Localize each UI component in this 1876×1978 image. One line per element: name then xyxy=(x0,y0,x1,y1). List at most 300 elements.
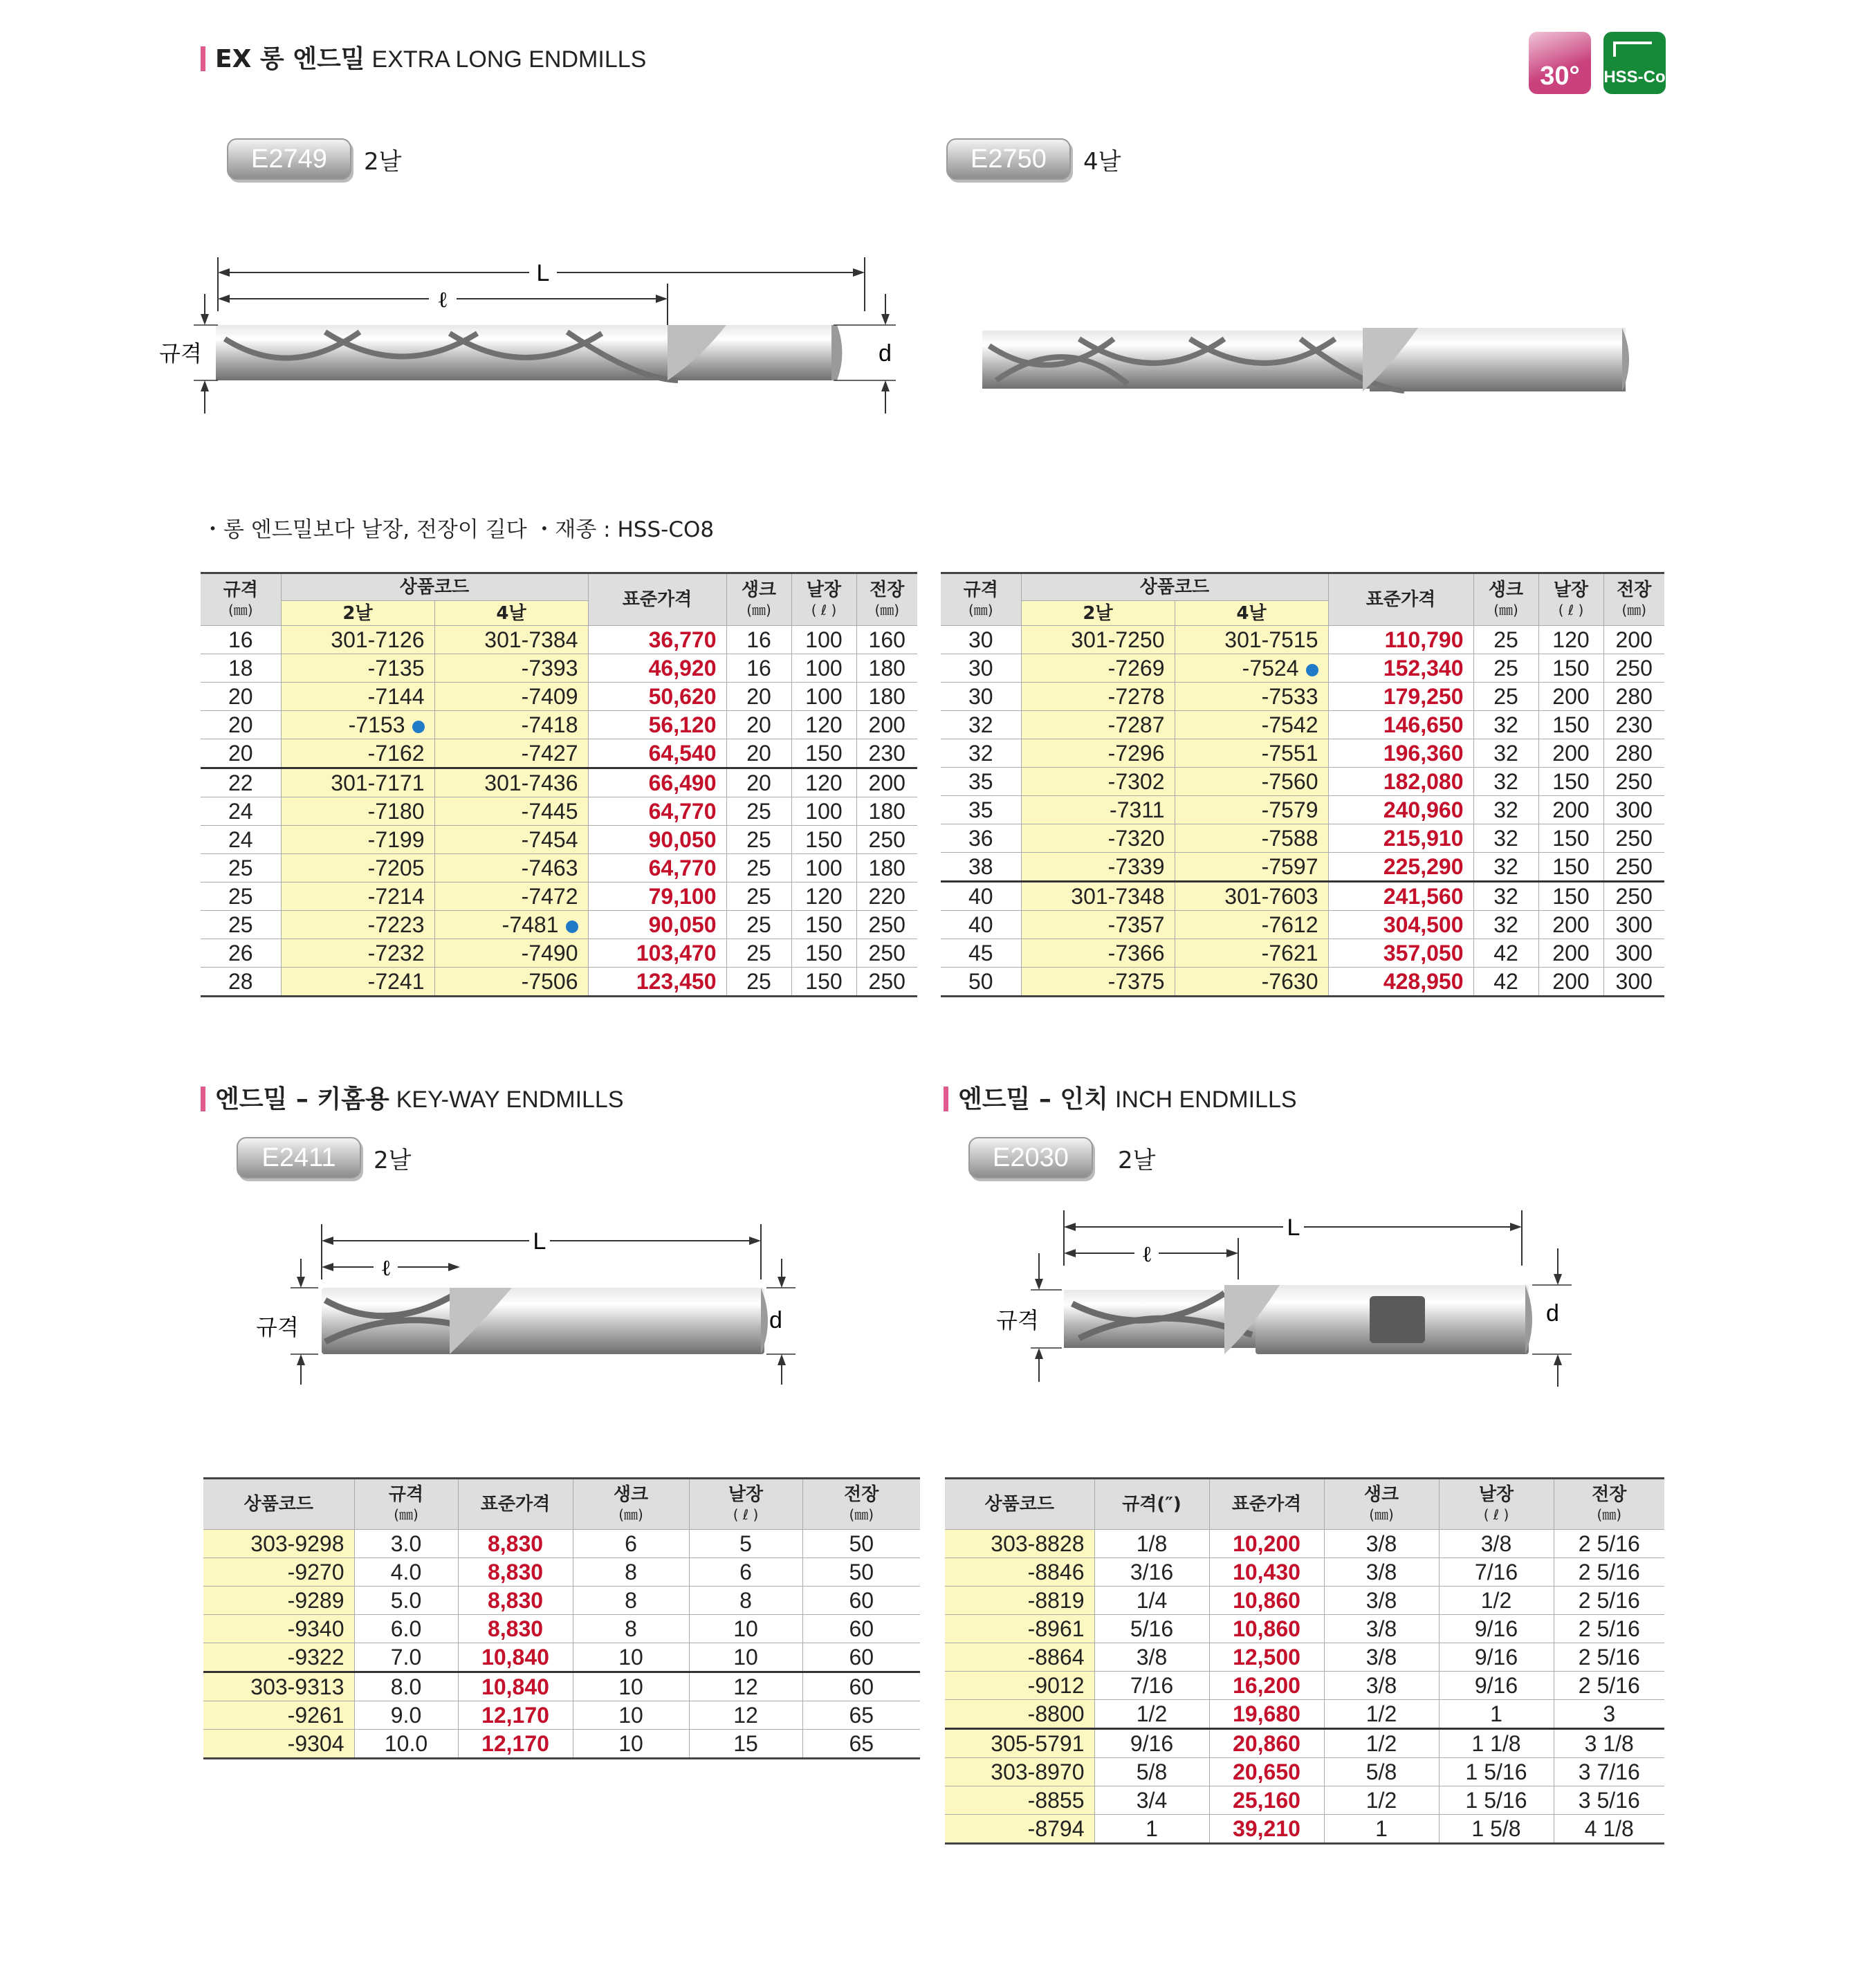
shank-cell: 32 xyxy=(1473,853,1538,882)
flute-length-cell: 150 xyxy=(1538,654,1603,683)
code-cell: -8855 xyxy=(945,1786,1094,1815)
code-2-flute-cell: -7162 xyxy=(281,739,434,768)
svg-text:d: d xyxy=(1546,1300,1559,1327)
total-length-cell: 230 xyxy=(856,739,917,768)
shank-cell: 3/8 xyxy=(1324,1587,1439,1615)
code-cell: -9304 xyxy=(203,1730,354,1759)
flute-length-cell: 150 xyxy=(791,968,856,997)
price-cell: 20,860 xyxy=(1209,1729,1324,1758)
code-4-flute-cell: -7579 xyxy=(1175,796,1328,824)
size-cell: 6.0 xyxy=(354,1615,458,1643)
total-length-cell: 230 xyxy=(1603,711,1664,739)
code-4-flute-cell: -7409 xyxy=(434,683,588,711)
size-cell: 22 xyxy=(201,768,281,797)
code-cell: 305-5791 xyxy=(945,1729,1094,1758)
code-cell: -9289 xyxy=(203,1587,354,1615)
svg-text:L: L xyxy=(533,1228,546,1255)
code-2-flute-cell: 301-7126 xyxy=(281,626,434,654)
table-row xyxy=(203,1701,920,1730)
size-cell: 50 xyxy=(941,968,1021,997)
code-2-flute-cell: 301-7250 xyxy=(1021,626,1175,654)
total-length-cell: 250 xyxy=(856,939,917,968)
shank-cell: 32 xyxy=(1473,911,1538,939)
shank-cell: 32 xyxy=(1473,711,1538,739)
flute-length-cell: 9/16 xyxy=(1439,1672,1554,1700)
table-row xyxy=(941,711,1664,739)
code-cell: 303-9313 xyxy=(203,1672,354,1701)
flute-length-cell: 3/8 xyxy=(1439,1530,1554,1558)
flute-length-cell: 200 xyxy=(1538,739,1603,768)
flute-length-cell: 5 xyxy=(689,1530,802,1558)
code-4-flute-cell: -7490 xyxy=(434,939,588,968)
price-cell: 8,830 xyxy=(458,1615,573,1643)
shank-cell: 10 xyxy=(573,1643,689,1672)
shank-cell: 25 xyxy=(726,939,791,968)
shank-cell: 10 xyxy=(573,1701,689,1730)
table-row xyxy=(203,1672,920,1701)
flute-length-cell: 1 xyxy=(1439,1700,1554,1729)
helix-30-icon: 30° xyxy=(1529,32,1591,94)
code-4-flute-cell: -7612 xyxy=(1175,911,1328,939)
price-cell: 90,050 xyxy=(588,826,726,854)
code-2-flute-cell: 301-7171 xyxy=(281,768,434,797)
code-cell: 303-9298 xyxy=(203,1530,354,1558)
table-row xyxy=(201,683,917,711)
price-cell: 19,680 xyxy=(1209,1700,1324,1729)
section-title-inch: 엔드밀 – 인치 INCH ENDMILLS xyxy=(944,1084,1297,1115)
price-cell: 10,430 xyxy=(1209,1558,1324,1587)
size-cell: 16 xyxy=(201,626,281,654)
shank-cell: 3/8 xyxy=(1324,1643,1439,1672)
shank-cell: 8 xyxy=(573,1558,689,1587)
flute-length-cell: 12 xyxy=(689,1672,802,1701)
flute-length-cell: 100 xyxy=(791,654,856,683)
table-row xyxy=(941,626,1664,654)
flute-length-cell: 10 xyxy=(689,1643,802,1672)
table-row xyxy=(941,654,1664,683)
size-cell: 28 xyxy=(201,968,281,997)
size-cell: 30 xyxy=(941,683,1021,711)
flute-length-cell: 9/16 xyxy=(1439,1643,1554,1672)
flute-length-cell: 120 xyxy=(791,711,856,739)
code-2-flute-cell: -7287 xyxy=(1021,711,1175,739)
size-cell: 26 xyxy=(201,939,281,968)
total-length-cell: 60 xyxy=(802,1615,920,1643)
total-length-cell: 250 xyxy=(856,911,917,939)
table-row xyxy=(203,1615,920,1643)
keyway-table: 상품코드 규격 (㎜) 표준가격 생크 (㎜) 날장 ( ℓ ) 전장 (㎜) 303-9298 3.0 8,830 6 5 50 -9270 4.0 8,830 8 6 50 -9289 5.0 8,830 8 8 60 -9340 6.0 8,830 8 10 60 -9322 7.0 10,840 10 10 60 303-9313 8.0 10,840 10 12 60 -9261 9.0 12,170 10 12 65 -9304 10.0 12,170 10 15 65 xyxy=(203,1477,920,1759)
size-cell: 40 xyxy=(941,882,1021,911)
size-cell: 1 xyxy=(1094,1815,1209,1844)
flute-length-cell: 150 xyxy=(1538,768,1603,796)
total-length-cell: 180 xyxy=(856,797,917,826)
code-4-flute-cell: -7418 xyxy=(434,711,588,739)
size-cell: 7.0 xyxy=(354,1643,458,1672)
price-cell: 182,080 xyxy=(1328,768,1473,796)
hss-co-material-icon: HSS-Co xyxy=(1603,32,1666,94)
code-4-flute-cell: 301-7436 xyxy=(434,768,588,797)
table-row xyxy=(945,1672,1664,1700)
code-cell: -9270 xyxy=(203,1558,354,1587)
code-4-flute-cell: -7481 xyxy=(434,911,588,939)
code-4-flute-cell: -7542 xyxy=(1175,711,1328,739)
total-length-cell: 250 xyxy=(1603,853,1664,882)
table-row xyxy=(201,654,917,683)
section-title-keyway: 엔드밀 – 키홈용 KEY-WAY ENDMILLS xyxy=(201,1084,624,1115)
size-cell: 3/4 xyxy=(1094,1786,1209,1815)
size-cell: 40 xyxy=(941,911,1021,939)
price-cell: 50,620 xyxy=(588,683,726,711)
total-length-cell: 300 xyxy=(1603,939,1664,968)
price-cell: 90,050 xyxy=(588,911,726,939)
flute-length-cell: 120 xyxy=(791,768,856,797)
svg-text:규격: 규격 xyxy=(996,1307,1039,1333)
extra-long-table-left: 규격 (㎜) 상품코드 표준가격 생크 (㎜) 날장 ( ℓ ) 전장 (㎜) 2날 4날 16 301-7126 301-7384 36,770 16 100 160 18 -7135 -7393 46,920 16 100 180 20 -7144 -7409 50,620 20 100 180 20 -7153 -7418 56,120 20 120 200 20 -7162 -7427 64,540 20 150 230 22 301-7171 301-7436 66,490 20 120 200 24 -7180 -7445 64,770 25 100 180 24 -7199 -7454 90,050 25 150 250 25 -7205 -7463 64,770 25 100 180 25 -7214 -7472 79,100 25 120 220 25 -7223 -7481 90,050 25 150 250 26 -7232 -7490 103,470 25 150 250 28 -7241 -7506 123,450 25 150 250 xyxy=(201,572,917,997)
table-row xyxy=(201,797,917,826)
table-row xyxy=(201,911,917,939)
price-cell: 64,770 xyxy=(588,797,726,826)
flute-length-cell: 200 xyxy=(1538,968,1603,997)
svg-text:ℓ: ℓ xyxy=(437,286,448,313)
flute-length-cell: 150 xyxy=(791,911,856,939)
size-cell: 5/16 xyxy=(1094,1615,1209,1643)
size-cell: 36 xyxy=(941,824,1021,853)
flute-length-cell: 15 xyxy=(689,1730,802,1759)
size-cell: 35 xyxy=(941,796,1021,824)
price-cell: 304,500 xyxy=(1328,911,1473,939)
shank-cell: 8 xyxy=(573,1615,689,1643)
code-cell: -8794 xyxy=(945,1815,1094,1844)
size-cell: 4.0 xyxy=(354,1558,458,1587)
price-cell: 10,840 xyxy=(458,1672,573,1701)
code-2-flute-cell: -7278 xyxy=(1021,683,1175,711)
code-2-flute-cell: -7153 xyxy=(281,711,434,739)
code-4-flute-cell: -7621 xyxy=(1175,939,1328,968)
price-cell: 10,860 xyxy=(1209,1615,1324,1643)
shank-cell: 10 xyxy=(573,1672,689,1701)
code-2-flute-cell: -7232 xyxy=(281,939,434,968)
code-cell: -8846 xyxy=(945,1558,1094,1587)
code-4-flute-cell: -7524 xyxy=(1175,654,1328,683)
table-row xyxy=(945,1643,1664,1672)
code-2-flute-cell: -7357 xyxy=(1021,911,1175,939)
price-cell: 12,170 xyxy=(458,1701,573,1730)
code-cell: -8961 xyxy=(945,1615,1094,1643)
table-row xyxy=(201,711,917,739)
table-row xyxy=(945,1558,1664,1587)
size-cell: 1/8 xyxy=(1094,1530,1209,1558)
total-length-cell: 3 1/8 xyxy=(1554,1729,1664,1758)
recommended-dot-icon xyxy=(412,721,425,733)
code-2-flute-cell: -7180 xyxy=(281,797,434,826)
flute-length-cell: 100 xyxy=(791,854,856,882)
flute-length-cell: 200 xyxy=(1538,911,1603,939)
total-length-cell: 50 xyxy=(802,1558,920,1587)
table-row xyxy=(201,939,917,968)
shank-cell: 25 xyxy=(726,797,791,826)
code-4-flute-cell: -7506 xyxy=(434,968,588,997)
price-cell: 20,650 xyxy=(1209,1758,1324,1786)
flute-length-cell: 1 5/8 xyxy=(1439,1815,1554,1844)
shank-cell: 25 xyxy=(726,911,791,939)
table-row xyxy=(201,739,917,768)
inch-table: 상품코드 규격(″) 표준가격 생크 (㎜) 날장 ( ℓ ) 전장 (㎜) 303-8828 1/8 10,200 3/8 3/8 2 5/16 -8846 3/16 10,430 3/8 7/16 2 5/16 -8819 1/4 10,860 3/8 1/2 2 5/16 -8961 5/16 10,860 3/8 9/16 2 5/16 -8864 3/8 12,500 3/8 9/16 2 5/16 -9012 7/16 16,200 3/8 9/16 2 5/16 -8800 1/2 19,680 1/2 1 3 305-5791 9/16 20,860 1/2 1 1/8 3 1/8 303-8970 5/8 20,650 5/8 1 5/16 3 7/16 -8855 3/4 25,160 1/2 1 5/16 3 5/16 -8794 1 39,210 1 1 5/8 4 1/8 xyxy=(945,1477,1664,1845)
table-row xyxy=(941,739,1664,768)
total-length-cell: 2 5/16 xyxy=(1554,1672,1664,1700)
shank-cell: 10 xyxy=(573,1730,689,1759)
flute-length-cell: 120 xyxy=(791,882,856,911)
code-cell: -8800 xyxy=(945,1700,1094,1729)
size-cell: 20 xyxy=(201,711,281,739)
shank-cell: 25 xyxy=(726,968,791,997)
flute-length-cell: 1 5/16 xyxy=(1439,1758,1554,1786)
code-4-flute-cell: -7427 xyxy=(434,739,588,768)
dim-label-d: d xyxy=(879,340,892,367)
flute-length-cell: 100 xyxy=(791,797,856,826)
price-cell: 10,840 xyxy=(458,1643,573,1672)
shank-cell: 20 xyxy=(726,739,791,768)
flute-length-cell: 9/16 xyxy=(1439,1615,1554,1643)
svg-text:d: d xyxy=(769,1307,782,1333)
size-cell: 32 xyxy=(941,711,1021,739)
shank-cell: 25 xyxy=(726,854,791,882)
shank-cell: 6 xyxy=(573,1530,689,1558)
price-cell: 10,200 xyxy=(1209,1530,1324,1558)
price-cell: 152,340 xyxy=(1328,654,1473,683)
code-4-flute-cell: 301-7515 xyxy=(1175,626,1328,654)
code-cell: -9012 xyxy=(945,1672,1094,1700)
code-cell: -9261 xyxy=(203,1701,354,1730)
price-cell: 12,170 xyxy=(458,1730,573,1759)
price-cell: 66,490 xyxy=(588,768,726,797)
shank-cell: 5/8 xyxy=(1324,1758,1439,1786)
shank-cell: 1/2 xyxy=(1324,1729,1439,1758)
table-row xyxy=(201,882,917,911)
flute-length-cell: 150 xyxy=(791,739,856,768)
endmill-e2749-drawing xyxy=(152,256,913,422)
total-length-cell: 250 xyxy=(1603,768,1664,796)
price-cell: 428,950 xyxy=(1328,968,1473,997)
size-cell: 20 xyxy=(201,683,281,711)
table-row xyxy=(203,1730,920,1759)
shank-cell: 3/8 xyxy=(1324,1672,1439,1700)
flute-length-cell: 8 xyxy=(689,1587,802,1615)
price-cell: 46,920 xyxy=(588,654,726,683)
code-cell: -8864 xyxy=(945,1643,1094,1672)
table-row xyxy=(203,1530,920,1558)
svg-text:규격: 규격 xyxy=(256,1314,299,1340)
shank-cell: 25 xyxy=(1473,626,1538,654)
price-cell: 79,100 xyxy=(588,882,726,911)
code-4-flute-cell: -7533 xyxy=(1175,683,1328,711)
flute-count: 4날 xyxy=(1083,147,1121,176)
code-4-flute-cell: -7463 xyxy=(434,854,588,882)
flute-length-cell: 10 xyxy=(689,1615,802,1643)
flute-length-cell: 200 xyxy=(1538,796,1603,824)
dim-label-L: L xyxy=(536,260,550,286)
table-row xyxy=(941,824,1664,853)
svg-text:ℓ: ℓ xyxy=(380,1255,392,1281)
table-row xyxy=(941,939,1664,968)
total-length-cell: 280 xyxy=(1603,739,1664,768)
recommended-dot-icon xyxy=(566,921,578,933)
endmill-e2411-drawing xyxy=(249,1224,802,1390)
table-row xyxy=(201,626,917,654)
code-2-flute-cell: -7366 xyxy=(1021,939,1175,968)
total-length-cell: 60 xyxy=(802,1672,920,1701)
flute-length-cell: 120 xyxy=(1538,626,1603,654)
total-length-cell: 200 xyxy=(856,711,917,739)
flute-length-cell: 150 xyxy=(791,826,856,854)
flute-length-cell: 150 xyxy=(1538,824,1603,853)
code-2-flute-cell: -7375 xyxy=(1021,968,1175,997)
total-length-cell: 65 xyxy=(802,1701,920,1730)
flute-length-cell: 6 xyxy=(689,1558,802,1587)
size-cell: 25 xyxy=(201,854,281,882)
price-cell: 39,210 xyxy=(1209,1815,1324,1844)
code-4-flute-cell: 301-7384 xyxy=(434,626,588,654)
price-cell: 196,360 xyxy=(1328,739,1473,768)
flute-length-cell: 150 xyxy=(1538,853,1603,882)
table-row xyxy=(941,853,1664,882)
price-cell: 215,910 xyxy=(1328,824,1473,853)
size-cell: 38 xyxy=(941,853,1021,882)
total-length-cell: 220 xyxy=(856,882,917,911)
size-cell: 24 xyxy=(201,797,281,826)
shank-cell: 32 xyxy=(1473,739,1538,768)
total-length-cell: 280 xyxy=(1603,683,1664,711)
section-title-extra-long: EX 롱 엔드밀 EXTRA LONG ENDMILLS xyxy=(201,44,646,75)
total-length-cell: 250 xyxy=(1603,824,1664,853)
size-cell: 7/16 xyxy=(1094,1672,1209,1700)
product-badge-e2749 xyxy=(227,138,401,180)
total-length-cell: 3 5/16 xyxy=(1554,1786,1664,1815)
size-cell: 10.0 xyxy=(354,1730,458,1759)
total-length-cell: 50 xyxy=(802,1530,920,1558)
code-4-flute-cell: -7393 xyxy=(434,654,588,683)
total-length-cell: 180 xyxy=(856,683,917,711)
shank-cell: 25 xyxy=(1473,683,1538,711)
table-row xyxy=(945,1700,1664,1729)
shank-cell: 32 xyxy=(1473,882,1538,911)
code-2-flute-cell: -7223 xyxy=(281,911,434,939)
total-length-cell: 4 1/8 xyxy=(1554,1815,1664,1844)
table-row xyxy=(941,882,1664,911)
table-row xyxy=(941,796,1664,824)
total-length-cell: 60 xyxy=(802,1587,920,1615)
price-cell: 25,160 xyxy=(1209,1786,1324,1815)
price-cell: 225,290 xyxy=(1328,853,1473,882)
code-2-flute-cell: -7296 xyxy=(1021,739,1175,768)
size-cell: 18 xyxy=(201,654,281,683)
product-code-pill: E2030 xyxy=(968,1137,1093,1179)
code-2-flute-cell: -7205 xyxy=(281,854,434,882)
total-length-cell: 250 xyxy=(1603,654,1664,683)
table-row xyxy=(201,768,917,797)
total-length-cell: 300 xyxy=(1603,796,1664,824)
code-4-flute-cell: 301-7603 xyxy=(1175,882,1328,911)
flute-length-cell: 100 xyxy=(791,626,856,654)
code-cell: -9340 xyxy=(203,1615,354,1643)
code-2-flute-cell: -7269 xyxy=(1021,654,1175,683)
price-cell: 103,470 xyxy=(588,939,726,968)
code-4-flute-cell: -7560 xyxy=(1175,768,1328,796)
total-length-cell: 2 5/16 xyxy=(1554,1615,1664,1643)
shank-cell: 32 xyxy=(1473,824,1538,853)
table-row xyxy=(945,1615,1664,1643)
flute-length-cell: 200 xyxy=(1538,683,1603,711)
code-cell: 303-8828 xyxy=(945,1530,1094,1558)
flute-length-cell: 1 1/8 xyxy=(1439,1729,1554,1758)
shank-cell: 1 xyxy=(1324,1815,1439,1844)
code-2-flute-cell: -7320 xyxy=(1021,824,1175,853)
shank-cell: 16 xyxy=(726,626,791,654)
dim-label-size: 규격 xyxy=(159,340,202,367)
code-2-flute-cell: -7302 xyxy=(1021,768,1175,796)
table-row xyxy=(945,1587,1664,1615)
size-cell: 3/8 xyxy=(1094,1643,1209,1672)
price-cell: 179,250 xyxy=(1328,683,1473,711)
total-length-cell: 65 xyxy=(802,1730,920,1759)
size-cell: 9/16 xyxy=(1094,1729,1209,1758)
spec-note: ・롱 엔드밀보다 날장, 전장이 길다 ・재종 : HSS-CO8 xyxy=(202,517,715,542)
total-length-cell: 300 xyxy=(1603,968,1664,997)
total-length-cell: 200 xyxy=(856,768,917,797)
table-row xyxy=(201,968,917,997)
shank-cell: 25 xyxy=(726,826,791,854)
shank-cell: 3/8 xyxy=(1324,1530,1439,1558)
shank-cell: 25 xyxy=(726,882,791,911)
code-4-flute-cell: -7630 xyxy=(1175,968,1328,997)
price-cell: 36,770 xyxy=(588,626,726,654)
total-length-cell: 60 xyxy=(802,1643,920,1672)
price-cell: 64,540 xyxy=(588,739,726,768)
price-cell: 240,960 xyxy=(1328,796,1473,824)
flute-length-cell: 100 xyxy=(791,683,856,711)
price-cell: 146,650 xyxy=(1328,711,1473,739)
code-cell: -9322 xyxy=(203,1643,354,1672)
size-cell: 20 xyxy=(201,739,281,768)
total-length-cell: 160 xyxy=(856,626,917,654)
shank-cell: 42 xyxy=(1473,968,1538,997)
code-2-flute-cell: -7241 xyxy=(281,968,434,997)
flute-length-cell: 150 xyxy=(791,939,856,968)
total-length-cell: 3 xyxy=(1554,1700,1664,1729)
total-length-cell: 2 5/16 xyxy=(1554,1530,1664,1558)
total-length-cell: 250 xyxy=(856,826,917,854)
price-cell: 8,830 xyxy=(458,1558,573,1587)
table-row xyxy=(945,1729,1664,1758)
table-row xyxy=(945,1786,1664,1815)
size-cell: 32 xyxy=(941,739,1021,768)
total-length-cell: 250 xyxy=(856,968,917,997)
code-2-flute-cell: -7339 xyxy=(1021,853,1175,882)
flute-length-cell: 1 5/16 xyxy=(1439,1786,1554,1815)
shank-cell: 32 xyxy=(1473,768,1538,796)
shank-cell: 1/2 xyxy=(1324,1786,1439,1815)
total-length-cell: 2 5/16 xyxy=(1554,1558,1664,1587)
code-4-flute-cell: -7588 xyxy=(1175,824,1328,853)
size-cell: 1/2 xyxy=(1094,1700,1209,1729)
shank-cell: 20 xyxy=(726,711,791,739)
price-cell: 12,500 xyxy=(1209,1643,1324,1672)
flute-length-cell: 12 xyxy=(689,1701,802,1730)
product-code-pill: E2749 xyxy=(227,138,351,180)
flute-length-cell: 200 xyxy=(1538,939,1603,968)
size-cell: 45 xyxy=(941,939,1021,968)
code-cell: -8819 xyxy=(945,1587,1094,1615)
product-badge-e2030 xyxy=(968,1137,1155,1179)
